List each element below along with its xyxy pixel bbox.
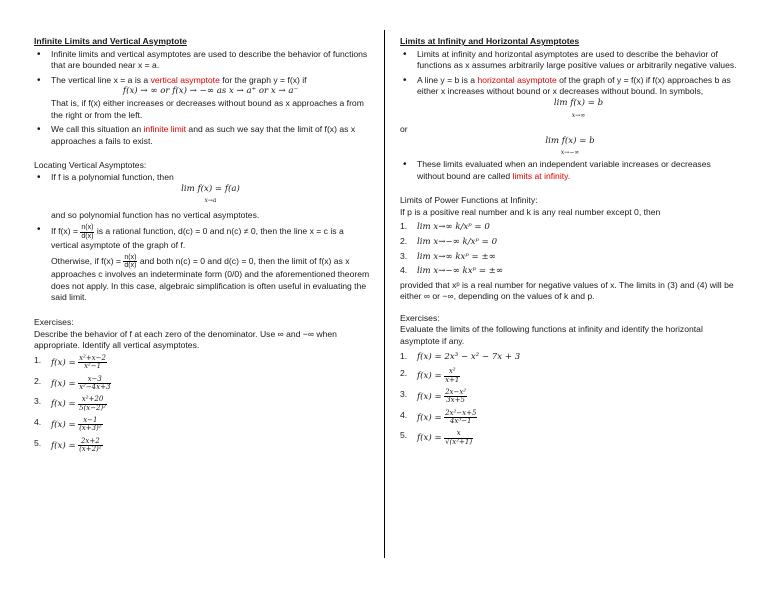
column-divider — [384, 30, 385, 558]
exercise-fraction: $\frac{\text{x²+x−2}}{\text{x²−1}}$ — [79, 353, 106, 371]
bullet-explanation: That is, if f(x) either increases or decreases without bound as x approaches a from the right or from the left. — [51, 97, 364, 120]
exercise-item: 5. f(x) = $\frac{x}{\text{√(x²+1)}}$ — [400, 429, 473, 446]
bullet-limits-at-infinity-def: • These limits evaluated when an independent variable increases or decreases without bound are called limits at infinity. — [400, 159, 740, 182]
exercises-title-left: Exercises: — [34, 317, 74, 328]
infinite-limits-list — [34, 49, 370, 148]
locating-title: Locating Vertical Asymptotes: — [34, 160, 147, 171]
term-vertical-asymptote: vertical asymptote — [150, 74, 220, 85]
exercise-fraction: $\frac{x-1}{\text{(x+3)²}}$ — [79, 415, 102, 433]
power-functions-title: Limits of Power Functions at Infinity: — [400, 195, 538, 206]
or-text: or — [400, 124, 408, 135]
exercise-item: 4. f(x) = $\frac{x-1}{\text{(x+3)²}}$ — [34, 415, 102, 433]
bullet-definition: • Infinite limits and vertical asymptotes are used to describe the behavior of functions that are bounded near x = a. — [34, 49, 370, 72]
power-limit-item: 2. lim x→−∞ k/xᵖ = 0 — [400, 235, 498, 247]
section-title-infinite-limits: Infinite Limits and Vertical Asymptote — [34, 36, 187, 46]
exercise-fraction: $\frac{\text{2x−x²}}{3x+5}$ — [445, 387, 467, 405]
term-infinite-limit: infinite limit — [143, 124, 187, 135]
exercise-fraction: $\frac{x}{\text{√(x²+1)}}$ — [445, 429, 473, 446]
formula-vertical-asymptote: f(x) → ∞ or f(x) → −∞ as x → a⁺ or x → a⁻ — [122, 86, 299, 97]
exercise-item: 3. f(x) = $\frac{\text{x²+20}}{\text{5(x−2)²}}$ — [34, 395, 107, 412]
fraction-n-over-d: $\frac{n(x)}{d(x)}$ — [81, 224, 94, 240]
exercises-intro-left: Describe the behavior of f at each zero of the denominator. Use ∞ and −∞ when appropriate. Identify all vertical asymptotes. — [34, 328, 337, 351]
exercises-intro-right: Evaluate the limits of the following functions at infinity and identify the horizontal asymptote if any. — [400, 324, 703, 347]
formula-polynomial-limit: lim f(x) = f(a) x→a — [181, 183, 240, 205]
formula-limit-pos-inf: lim f(x) = b x→∞ — [553, 97, 604, 119]
exercise-item: 5. f(x) = $\frac{2x+2}{\text{(x+2)²}}$ — [34, 436, 102, 453]
bullet-polynomial: • If f is a polynomial function, then lim f(x) = f(a) x→a — [34, 172, 370, 207]
exercise-item: 1. f(x) = 2x³ − x² − 7x + 3 — [400, 350, 521, 362]
locating-list — [34, 172, 370, 207]
bullet-rational: • If f(x) = $\frac{n(x)}{d(x)}$ is a rational function, d(c) = 0 and n(c) ≠ 0, then the line x = c is a vertical asymptote of the graph of f. Otherwise, if f(x) = $\frac{n(x)}{d(x)}$ and both n(c) = 0 and d(c) = 0, then the limit of f(x) as x approaches c involves an indeterminate form (0/0) and the aforementioned theorem does not apply. In this case, algebraic simplification is often useful in evaluating the said limit. — [34, 224, 370, 304]
formula-limit-neg-inf: lim f(x) = b x→−∞ — [545, 135, 595, 157]
exercise-fraction: $\frac{\text{2x²−x+5}}{\text{4x³−1}}$ — [445, 408, 477, 425]
exercise-item: 1. f(x) = $\frac{\text{x²+x−2}}{\text{x²−1}}$ — [34, 353, 106, 371]
power-functions-intro: If p is a positive real number and k is any real number except 0, then — [400, 206, 661, 217]
term-horizontal-asymptote: horizontal asymptote — [477, 74, 557, 85]
bullet-vertical-asymptote: • The vertical line x = a is a vertical asymptote for the graph y = f(x) if f(x) → ∞ or f(x) → −∞ as x → a⁺ or x → a⁻ That is, if f(x) either increases or decreases without bound as x approaches a from the right or from the left. — [34, 75, 370, 121]
power-functions-note: provided that xᵖ is a real number for negative values of x. The limits in (3) and (4) will be either ∞ or −∞, depending on the values of k and p. — [400, 279, 734, 302]
term-limits-at-infinity: limits at infinity. — [512, 170, 571, 181]
left-column — [34, 36, 370, 458]
exercises-title-right: Exercises: — [400, 312, 440, 323]
exercise-item: 2. f(x) = $\frac{\text{x²}}{x+1}$ — [400, 367, 460, 384]
exercise-fraction: $\frac{2x+2}{\text{(x+2)²}}$ — [79, 436, 102, 453]
bullet-limits-at-infinity: • Limits at infinity and horizontal asymptotes are used to describe the behavior of functions as x assumes arbitrarily large positive values or arbitrarily negative values. — [400, 49, 740, 72]
exercise-item: 4. f(x) = $\frac{\text{2x²−x+5}}{\text{4x³−1}}$ — [400, 408, 477, 425]
exercise-fraction: $\frac{x-3}{\text{x²−4x+3}}$ — [79, 374, 111, 391]
exercise-list-left — [34, 355, 370, 453]
section-title-limits-at-infinity: Limits at Infinity and Horizontal Asymptotes — [400, 36, 580, 46]
power-functions-list — [400, 221, 740, 277]
exercise-fraction: $\frac{\text{x²}}{x+1}$ — [445, 367, 460, 384]
exercise-fraction: $\frac{\text{x²+20}}{\text{5(x−2)²}}$ — [79, 395, 107, 412]
power-limit-item: 1. lim x→∞ k/xᵖ = 0 — [400, 221, 490, 233]
power-limit-item: 3. lim x→∞ kxᵖ = ±∞ — [400, 250, 496, 262]
right-column — [400, 36, 740, 451]
bullet-infinite-limit: • We call this situation an infinite limit and as such we say that the limit of f(x) as x approaches a fails to exist. — [34, 124, 370, 147]
polynomial-note: and so polynomial function has no vertical asymptotes. — [51, 209, 260, 220]
bullet-horizontal-asymptote: • A line y = b is a horizontal asymptote of the graph of y = f(x) if f(x) approaches b as either x increases without bound or x decreases without bound. In symbols, lim f(x) = b x→∞ — [400, 75, 740, 121]
exercise-item: 2. f(x) = $\frac{x-3}{\text{x²−4x+3}}$ — [34, 374, 111, 391]
exercise-list-right — [400, 351, 740, 446]
exercise-item: 3. f(x) = $\frac{\text{2x−x²}}{3x+5}$ — [400, 387, 467, 405]
power-limit-item: 4. lim x→−∞ kxᵖ = ±∞ — [400, 265, 504, 277]
